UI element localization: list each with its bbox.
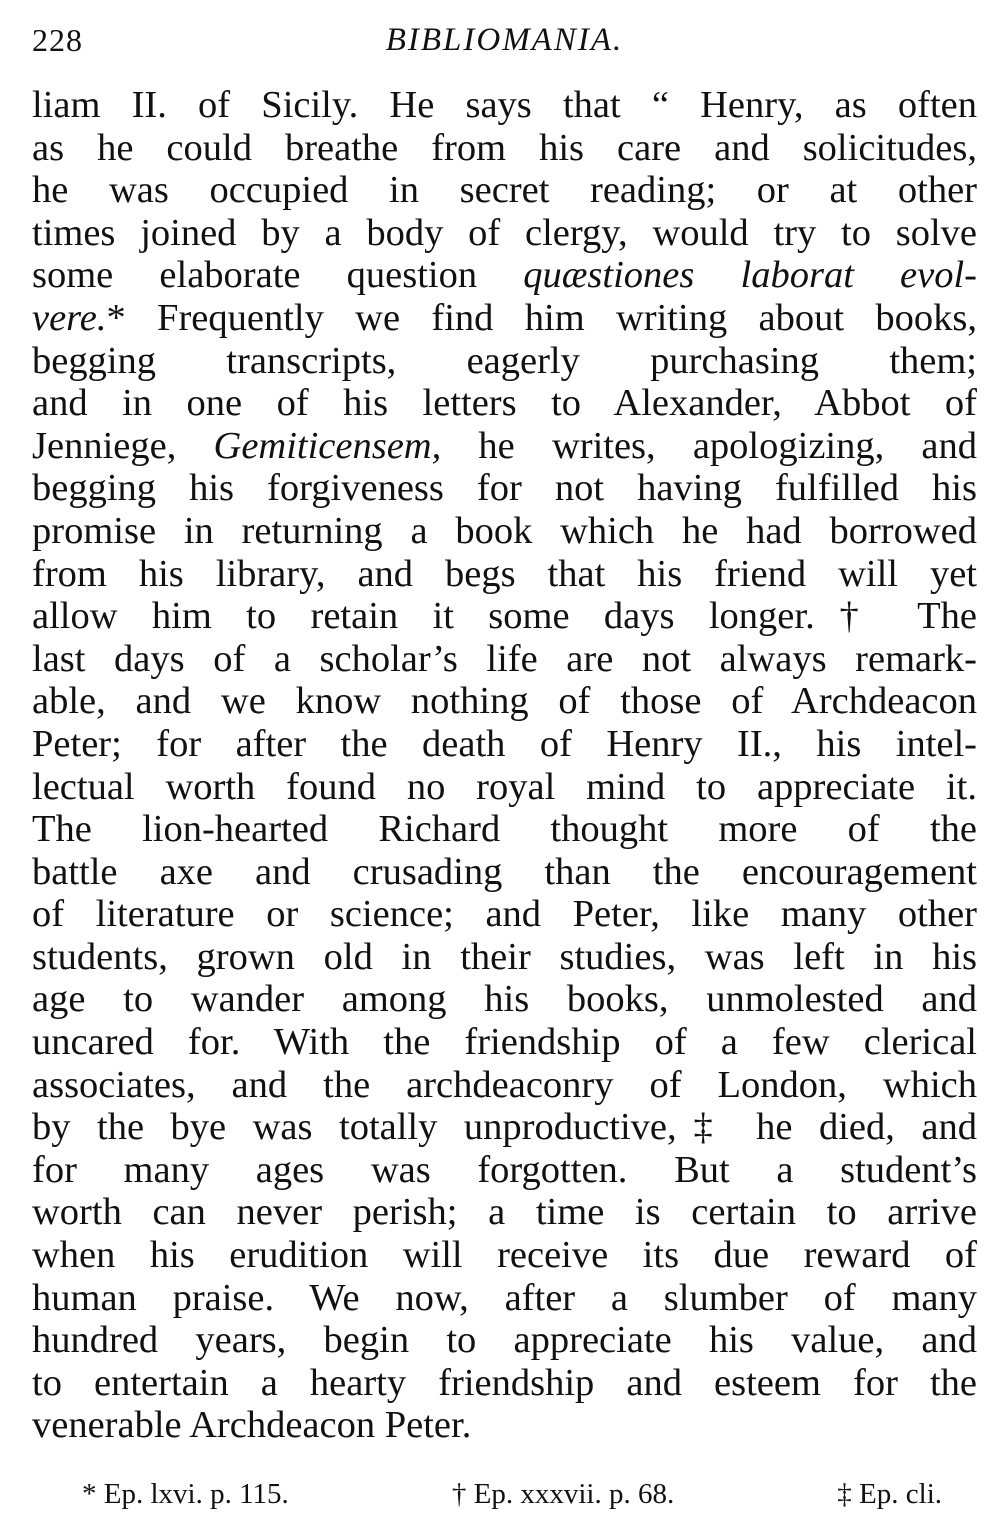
text-line: The lion-hearted Richard thought more of the — [32, 808, 977, 851]
text-run: he writes, apologizing, and — [478, 424, 978, 467]
text-line: times joined by a body of clergy, would try to solve — [32, 211, 977, 254]
italic-volvere: vere. — [32, 296, 107, 339]
text-run: some elaborate question — [32, 254, 478, 297]
text-line — [32, 254, 977, 297]
text-line: battle axe and crusading than the encouragement — [32, 850, 977, 893]
text-line: and in one of his letters to Alexander, Abbot of — [32, 382, 977, 425]
text-line: Peter; for after the death of Henry II., his intel- — [32, 722, 977, 765]
text-line: for many ages was forgotten. But a student’s — [32, 1148, 977, 1191]
text-line: last days of a scholar’s life are not always remark- — [32, 637, 977, 680]
body-text — [32, 84, 977, 1447]
page-header — [32, 22, 977, 62]
text-line: students, grown old in their studies, was left in his — [32, 935, 977, 978]
text-line — [32, 297, 977, 340]
text-line: able, and we know nothing of those of Archdeacon — [32, 680, 977, 723]
text-line: of literature or science; and Peter, like many other — [32, 893, 977, 936]
running-title: BIBLIOMANIA. — [385, 22, 624, 58]
footnote: * Ep. lxvi. p. 115. — [82, 1478, 289, 1510]
text-line: hundred years, begin to appreciate his value, and — [32, 1319, 977, 1362]
text-line: age to wander among his books, unmolested and — [32, 978, 977, 1021]
text-line: he was occupied in secret reading; or at other — [32, 169, 977, 212]
text-line: lectual worth found no royal mind to appreciate it. — [32, 765, 977, 808]
text-line: when his erudition will receive its due reward of — [32, 1234, 977, 1277]
text-line: promise in returning a book which he had borrowed — [32, 509, 977, 552]
text-line: worth can never perish; a time is certain to arrive — [32, 1191, 977, 1234]
text-line: by the bye was totally unproductive,‡ he died, and — [32, 1106, 977, 1149]
text-run: Frequently we find him writing about books, — [157, 296, 978, 339]
text-line: venerable Archdeacon Peter. — [32, 1404, 472, 1447]
text-line: uncared for. With the friendship of a few clerical — [32, 1021, 977, 1064]
page-number: 228 — [32, 22, 83, 58]
italic-gemiticensem: Gemiticensem, — [213, 424, 442, 467]
text-line: as he could breathe from his care and solicitudes, — [32, 126, 977, 169]
footnotes — [82, 1478, 942, 1511]
footnote-mark-asterisk: * — [106, 296, 126, 339]
text-line: to entertain a hearty friendship and esteem for the — [32, 1361, 977, 1404]
text-line: from his library, and begs that his friend will yet — [32, 552, 977, 595]
footnote: † Ep. xxxvii. p. 68. — [451, 1478, 675, 1510]
text-run: Jenniege, — [32, 424, 177, 467]
text-line: human praise. We now, after a slumber of many — [32, 1276, 977, 1319]
text-line — [32, 425, 977, 468]
text-line: allow him to retain it some days longer.† The — [32, 595, 977, 638]
footnote: ‡ Ep. cli. — [837, 1478, 942, 1510]
italic-quaestiones: quæstiones laborat evol- — [523, 254, 977, 297]
text-line: begging transcripts, eagerly purchasing them; — [32, 339, 977, 382]
text-line: begging his forgiveness for not having fulfilled his — [32, 467, 977, 510]
text-line: liam II. of Sicily. He says that “ Henry, as often — [32, 84, 977, 126]
text-line: associates, and the archdeaconry of London, which — [32, 1063, 977, 1106]
